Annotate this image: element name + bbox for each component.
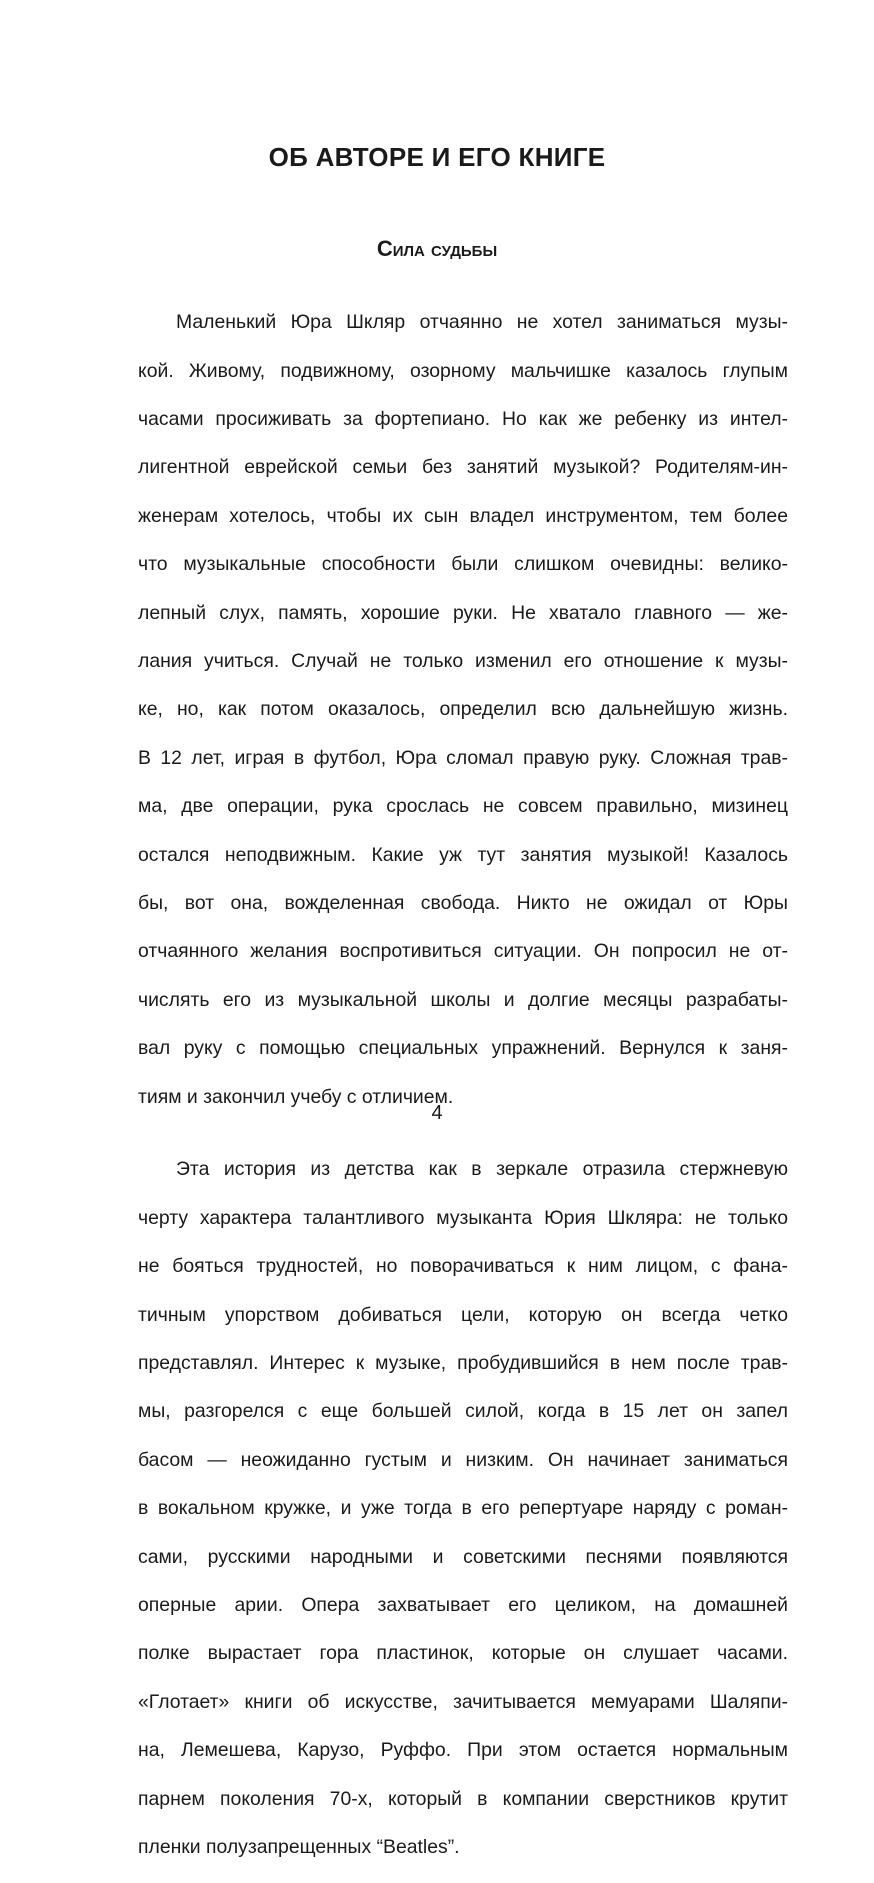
text-line: кой. Живому, подвижному, озорному мальчишке казалось глупым [138,359,788,382]
text-line: что музыкальные способности были слишком очевидны: велико- [138,553,788,576]
text-line: пленки полузапрещенных “Beatles”. [138,1836,460,1858]
text-line: Эта история из детства как в зеркале отразила стержневую [176,1158,788,1181]
text-line: представлял. Интерес к музыке, пробудившийся в нем после трав- [138,1351,788,1374]
body-text [138,286,788,1883]
text-line: В 12 лет, играя в футбол, Юра сломал правую руку. Сложная трав- [138,746,788,769]
text-line: лигентной еврейской семьи без занятий музыкой? Родителям-ин- [138,456,788,479]
text-line: Маленький Юра Шкляр отчаянно не хотел заниматься музы- [176,311,788,334]
text-line: женерам хотелось, чтобы их сын владел инструментом, тем более [138,504,788,527]
text-line: отчаянного желания воспротивиться ситуации. Он попросил не от- [138,940,788,963]
text-line: лепный слух, память, хорошие руки. Не хватало главного — же- [138,601,788,624]
text-line: басом — неожиданно густым и низким. Он начинает заниматься [138,1448,788,1471]
paragraph-1 [138,286,788,1133]
text-line: вал руку с помощью специальных упражнений. Вернулся к заня- [138,1037,788,1060]
text-line: числять его из музыкальной школы и долгие месяцы разрабаты- [138,988,788,1011]
text-line: мы, разгорелся с еще большей силой, когда в 15 лет он запел [138,1400,788,1423]
text-line: полке вырастает гора пластинок, которые он слушает часами. [138,1642,788,1665]
text-line: сами, русскими народными и советскими песнями появляются [138,1545,788,1568]
text-line: на, Лемешева, Карузо, Руффо. При этом остается нормальным [138,1739,788,1762]
text-line: парнем поколения 70-х, который в компании сверстников крутит [138,1787,788,1810]
text-line: тиям и закончил учебу с отличием. [138,1085,454,1108]
text-line: тичным упорством добиваться цели, которую он всегда четко [138,1303,788,1326]
text-line: ке, но, как потом оказалось, определил всю дальнейшую жизнь. [138,698,788,721]
text-line: в вокальном кружке, и уже тогда в его репертуаре наряду с роман- [138,1497,788,1520]
text-line: остался неподвижным. Какие уж тут занятия музыкой! Казалось [138,843,788,866]
text-line: не бояться трудностей, но поворачиваться к ним лицом, с фана- [138,1255,788,1278]
text-line: часами просиживать за фортепиано. Но как же ребенку из интел- [138,408,788,431]
text-line: ма, две операции, рука срослась не совсем правильно, мизинец [138,795,788,818]
text-line: «Глотает» книги об искусстве, зачитывается мемуарами Шаляпи- [138,1690,788,1713]
section-title: Сила судьбы [376,236,498,261]
page-number: 4 [431,1102,443,1124]
text-line: черту характера талантливого музыканта Юрия Шкляра: не только [138,1206,788,1229]
paragraph-2 [138,1133,788,1883]
text-line: оперные арии. Опера захватывает его целиком, на домашней [138,1593,788,1616]
chapter-title: ОБ АВТОРЕ И ЕГО КНИГЕ [268,142,606,172]
text-line: лания учиться. Случай не только изменил его отношение к музы- [138,650,788,673]
text-line: бы, вот она, вожделенная свобода. Никто не ожидал от Юры [138,892,788,915]
